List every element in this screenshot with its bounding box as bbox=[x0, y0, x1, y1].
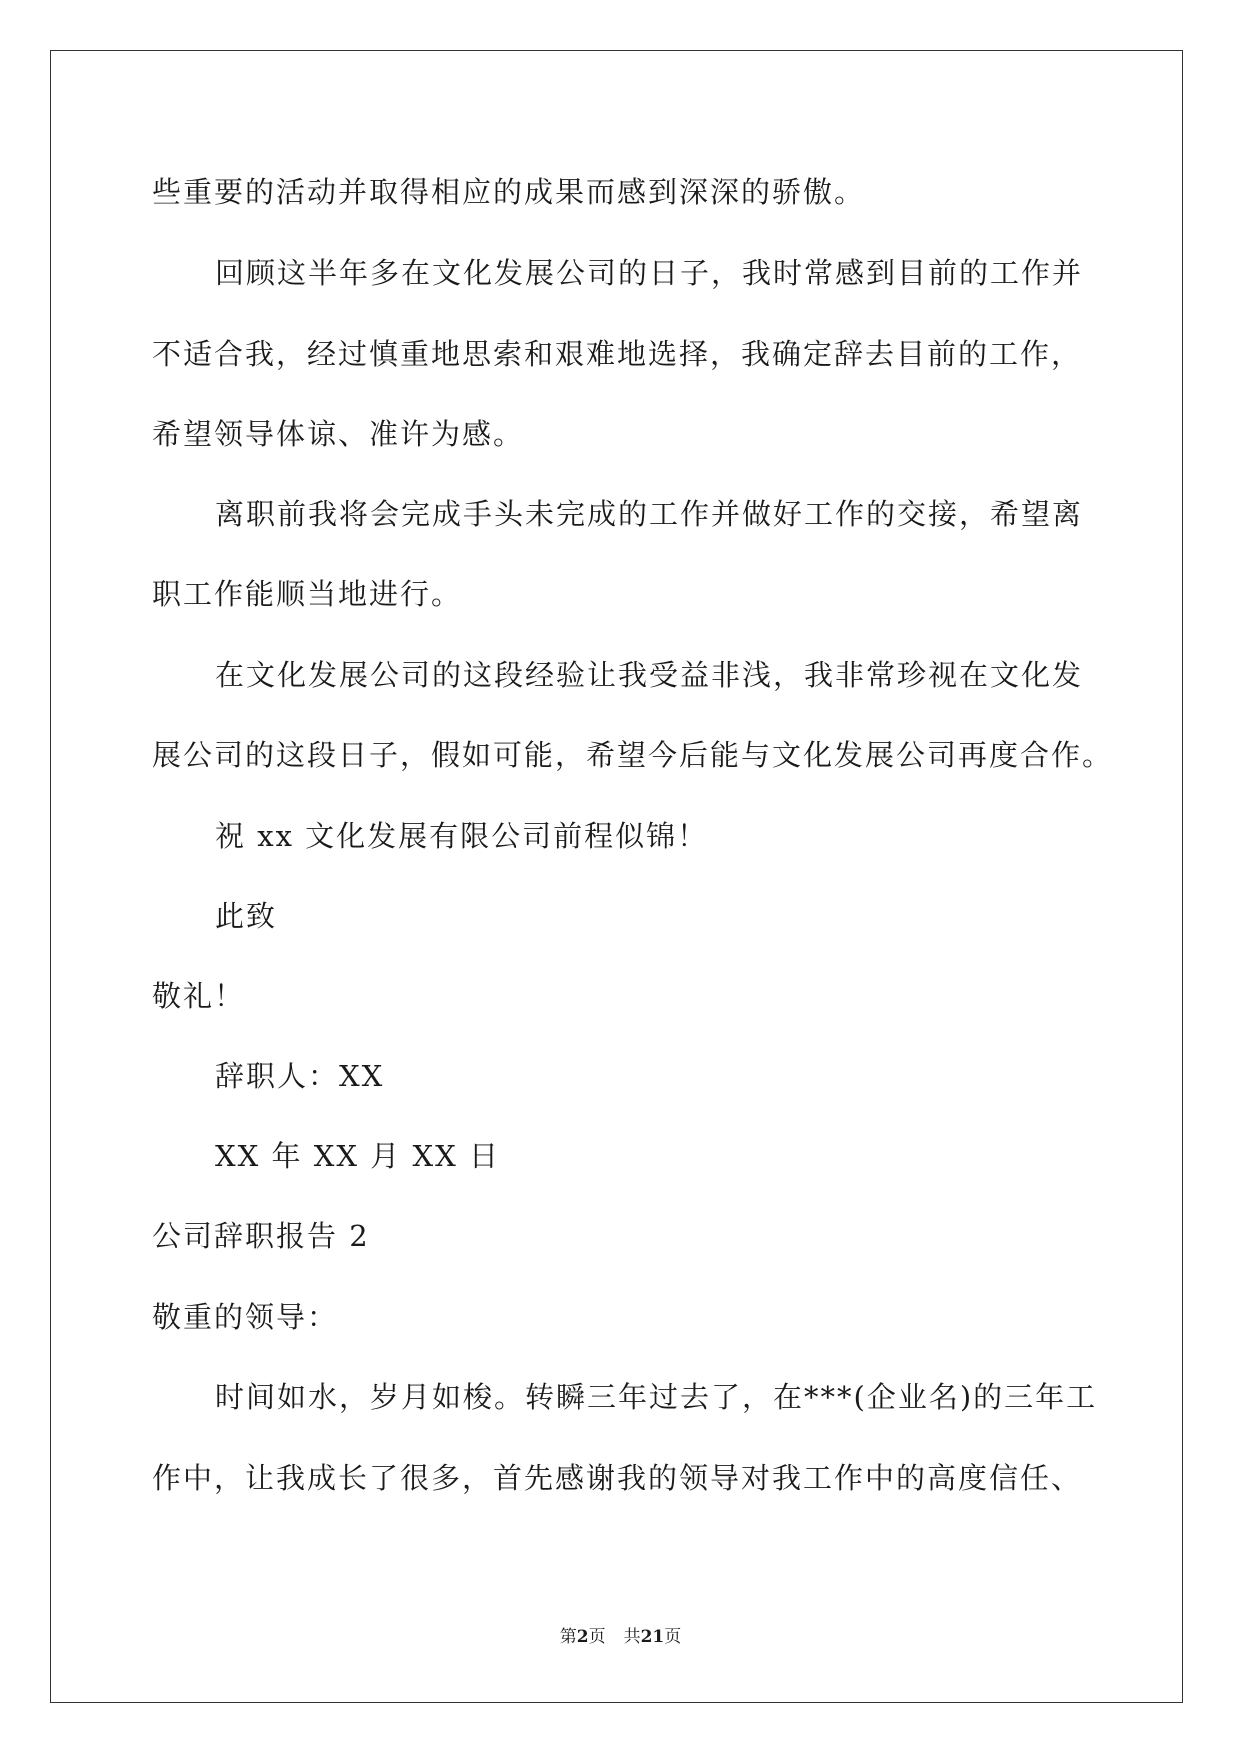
paragraph-line: 希望领导体谅、准许为感。 bbox=[152, 417, 525, 451]
paragraph-line: 些重要的活动并取得相应的成果而感到深深的骄傲。 bbox=[152, 175, 866, 209]
paragraph-line: 职工作能顺当地进行。 bbox=[152, 577, 463, 611]
paragraph-line: 时间如水，岁月如梭。转瞬三年过去了，在***(企业名)的三年工 bbox=[215, 1380, 1098, 1414]
paragraph-line: 回顾这半年多在文化发展公司的日子，我时常感到目前的工作并 bbox=[215, 256, 1084, 290]
page-prefix: 第 bbox=[559, 1627, 577, 1647]
page-footer bbox=[0, 1625, 1241, 1649]
total-suffix: 页 bbox=[664, 1627, 682, 1647]
page-number: 2 bbox=[576, 1627, 589, 1647]
page-suffix: 页 bbox=[588, 1627, 606, 1647]
paragraph-line: 不适合我，经过慎重地思索和艰难地选择，我确定辞去目前的工作， bbox=[152, 337, 1083, 371]
section-title: 公司辞职报告 2 bbox=[152, 1219, 370, 1253]
paragraph-line: 离职前我将会完成手头未完成的工作并做好工作的交接，希望离 bbox=[215, 497, 1084, 531]
total-prefix: 共 bbox=[623, 1627, 641, 1647]
signature-date: XX 年 XX 月 XX 日 bbox=[215, 1139, 500, 1173]
closing-phrase: 此致 bbox=[215, 899, 278, 933]
signature-name: 辞职人：XX bbox=[215, 1059, 385, 1093]
total-pages: 21 bbox=[640, 1627, 665, 1647]
page-border bbox=[50, 50, 1183, 1703]
paragraph-line: 展公司的这段日子，假如可能，希望今后能与文化发展公司再度合作。 bbox=[152, 738, 1114, 772]
paragraph-line: 祝 xx 文化发展有限公司前程似锦！ bbox=[215, 819, 709, 853]
paragraph-line: 作中，让我成长了很多，首先感谢我的领导对我工作中的高度信任、 bbox=[152, 1461, 1083, 1495]
salutation: 敬礼！ bbox=[152, 979, 246, 1013]
paragraph-line: 在文化发展公司的这段经验让我受益非浅，我非常珍视在文化发 bbox=[215, 658, 1084, 692]
greeting: 敬重的领导： bbox=[152, 1300, 339, 1334]
